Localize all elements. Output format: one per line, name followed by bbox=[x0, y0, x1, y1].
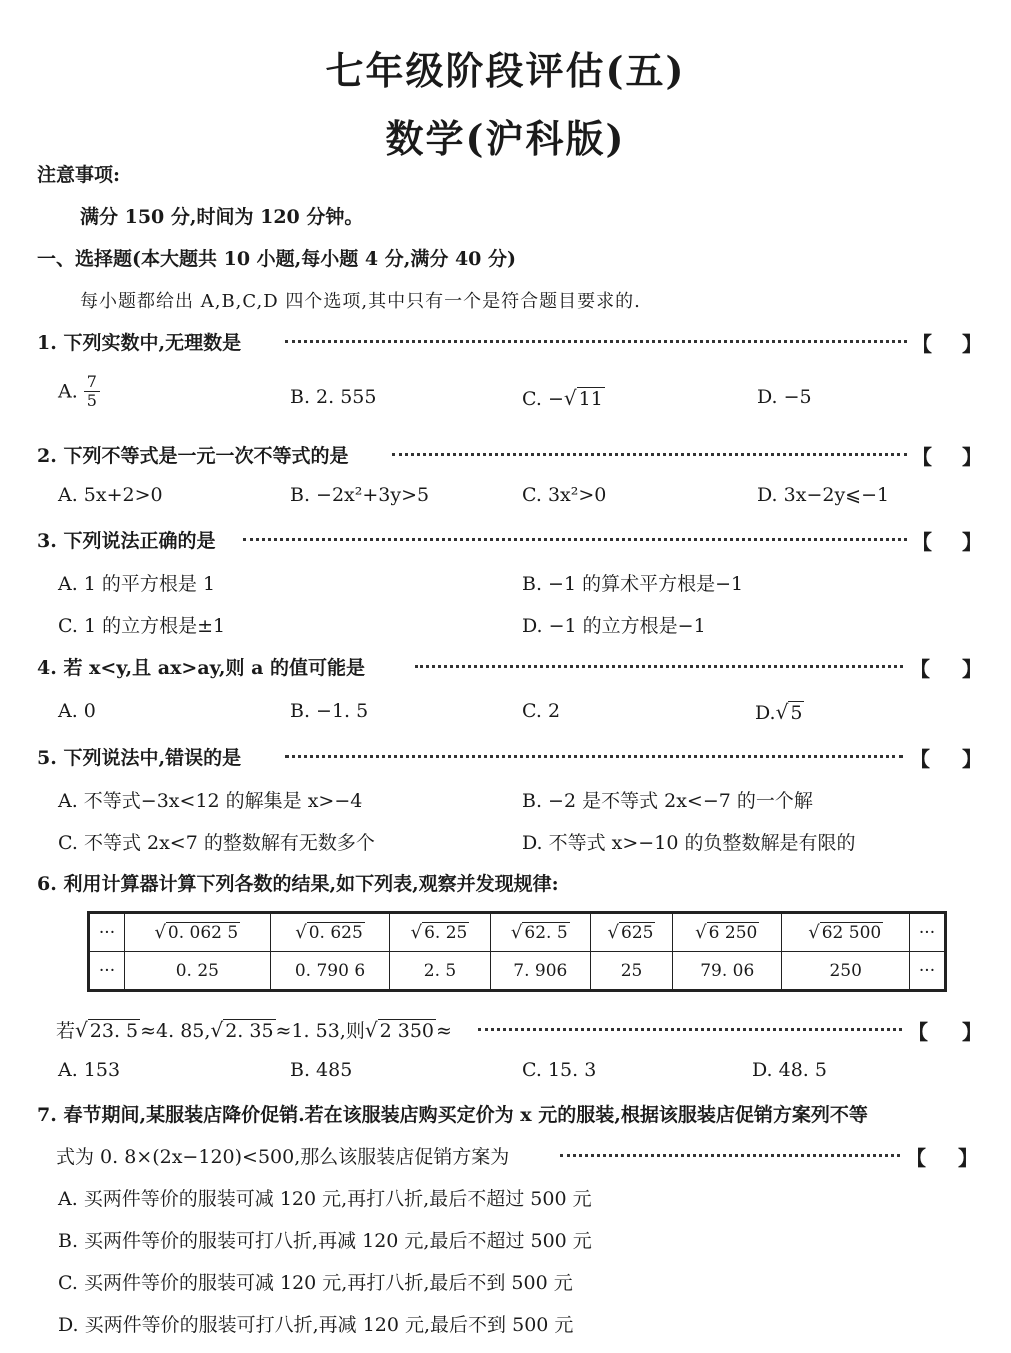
section-heading: 一、选择题(本大题共 10 小题,每小题 4 分,满分 40 分) bbox=[37, 248, 516, 270]
answer-bracket-close: 】 bbox=[962, 657, 982, 681]
question-7-option-b: B. 买两件等价的服装可打八折,再减 120 元,最后不超过 500 元 bbox=[58, 1230, 592, 1252]
table-ellipsis: ··· bbox=[910, 952, 946, 991]
answer-bracket-open: 【 bbox=[910, 657, 930, 681]
section-instruction: 每小题都给出 A,B,C,D 四个选项,其中只有一个是符合题目要求的. bbox=[80, 291, 641, 312]
question-1-option-d: D. −5 bbox=[757, 386, 812, 408]
sqrt: √ 11 bbox=[563, 386, 603, 410]
answer-bracket-close: 】 bbox=[962, 1020, 982, 1044]
question-5-stem: 5. 下列说法中,错误的是 bbox=[37, 747, 242, 769]
answer-bracket-close: 】 bbox=[962, 445, 982, 469]
answer-bracket-open: 【 bbox=[912, 332, 932, 356]
answer-bracket-close: 】 bbox=[962, 530, 982, 554]
table-cell: √ 625 bbox=[590, 913, 672, 952]
sqrt-radicand: 0. 625 bbox=[308, 923, 363, 943]
table-cell: √ 0. 625 bbox=[270, 913, 390, 952]
sqrt-radicand: 2 350 bbox=[379, 1020, 435, 1042]
question-5-option-b: B. −2 是不等式 2x<−7 的一个解 bbox=[522, 790, 813, 812]
fraction-denominator: 5 bbox=[86, 391, 97, 410]
answer-leader-dots bbox=[560, 1154, 900, 1157]
page-title: 七年级阶段评估(五) bbox=[325, 48, 686, 93]
answer-bracket-open: 【 bbox=[908, 1020, 928, 1044]
sqrt-radicand: 62. 5 bbox=[524, 923, 568, 943]
table-cell: 79. 06 bbox=[673, 952, 782, 991]
question-3-stem: 3. 下列说法正确的是 bbox=[37, 530, 216, 552]
option-a-label: A. bbox=[58, 380, 78, 403]
followup-mid1: ≈4. 85, bbox=[140, 1020, 211, 1042]
sqrt-radicand: 625 bbox=[621, 923, 654, 943]
sqrt: √ 2. 35 bbox=[210, 1018, 274, 1042]
followup-suffix: ≈ bbox=[436, 1020, 452, 1042]
question-7-option-a: A. 买两件等价的服装可减 120 元,再打八折,最后不超过 500 元 bbox=[58, 1188, 592, 1210]
table-cell: 250 bbox=[782, 952, 910, 991]
question-4-option-d bbox=[755, 700, 804, 724]
option-c-label: C. − bbox=[522, 388, 564, 410]
sqrt-radicand: 6. 25 bbox=[424, 923, 468, 943]
notes-label: 注意事项: bbox=[37, 164, 121, 186]
question-3-option-a: A. 1 的平方根是 1 bbox=[58, 573, 216, 595]
answer-bracket-close: 】 bbox=[962, 332, 982, 356]
table-row-radicals bbox=[89, 913, 946, 952]
question-5-option-a: A. 不等式−3x<12 的解集是 x>−4 bbox=[58, 790, 363, 812]
question-7-stem-line2: 式为 0. 8×(2x−120)<500,那么该服装店促销方案为 bbox=[56, 1146, 510, 1168]
fraction-numerator: 7 bbox=[84, 373, 100, 392]
table-cell: √ 62 500 bbox=[782, 913, 910, 952]
table-cell: 7. 906 bbox=[490, 952, 590, 991]
option-d-label: D. bbox=[755, 702, 776, 724]
answer-bracket-open: 【 bbox=[906, 1146, 926, 1170]
sqrt-radicand: 0. 062 5 bbox=[167, 923, 239, 943]
question-1-option-b: B. 2. 555 bbox=[290, 386, 377, 408]
sqrt: √ 2 350 bbox=[364, 1018, 435, 1042]
answer-bracket-close: 】 bbox=[958, 1146, 978, 1170]
question-4-option-b: B. −1. 5 bbox=[290, 700, 369, 722]
notes-content: 满分 150 分,时间为 120 分钟。 bbox=[80, 206, 364, 228]
table-cell: √ 6 250 bbox=[673, 913, 782, 952]
question-6-option-b: B. 485 bbox=[290, 1059, 353, 1081]
question-4-option-c: C. 2 bbox=[522, 700, 561, 722]
question-7-option-c: C. 买两件等价的服装可减 120 元,再打八折,最后不到 500 元 bbox=[58, 1272, 573, 1294]
question-2-option-c: C. 3x²>0 bbox=[522, 484, 607, 506]
question-3-option-c: C. 1 的立方根是±1 bbox=[58, 615, 226, 637]
table-ellipsis: ··· bbox=[89, 913, 125, 952]
question-5-option-d: D. 不等式 x>−10 的负整数解是有限的 bbox=[522, 832, 856, 854]
followup-mid2: ≈1. 53,则 bbox=[275, 1020, 365, 1042]
question-3-option-d: D. −1 的立方根是−1 bbox=[522, 615, 706, 637]
question-4-option-a: A. 0 bbox=[58, 700, 96, 722]
question-1-option-a bbox=[58, 373, 100, 410]
sqrt-radicand: 11 bbox=[578, 388, 603, 410]
question-6-option-a: A. 153 bbox=[58, 1059, 121, 1081]
answer-bracket-open: 【 bbox=[912, 445, 932, 469]
sqrt-radicand: 23. 5 bbox=[89, 1020, 139, 1042]
table-row-results bbox=[89, 952, 946, 991]
page-subtitle: 数学(沪科版) bbox=[385, 116, 626, 161]
sqrt-radicand: 2. 35 bbox=[225, 1020, 274, 1042]
table-cell: 0. 790 6 bbox=[270, 952, 390, 991]
answer-leader-dots bbox=[415, 665, 903, 668]
table-cell: √ 0. 062 5 bbox=[125, 913, 271, 952]
answer-leader-dots bbox=[243, 538, 907, 541]
calculator-table bbox=[87, 911, 947, 992]
sqrt: √ 23. 5 bbox=[75, 1018, 139, 1042]
question-6-stem: 6. 利用计算器计算下列各数的结果,如下列表,观察并发现规律: bbox=[37, 873, 559, 895]
question-2-option-b: B. −2x²+3y>5 bbox=[290, 484, 430, 506]
answer-leader-dots bbox=[478, 1028, 902, 1031]
answer-leader-dots bbox=[392, 453, 907, 456]
sqrt: √ 5 bbox=[775, 700, 803, 724]
question-6-option-d: D. 48. 5 bbox=[752, 1059, 827, 1081]
sqrt-radicand: 62 500 bbox=[821, 923, 882, 943]
table-cell: √ 62. 5 bbox=[490, 913, 590, 952]
table-ellipsis: ··· bbox=[89, 952, 125, 991]
table-ellipsis: ··· bbox=[910, 913, 946, 952]
question-1-option-c bbox=[522, 386, 605, 410]
followup-prefix: 若 bbox=[56, 1020, 76, 1042]
question-3-option-b: B. −1 的算术平方根是−1 bbox=[522, 573, 744, 595]
sqrt-radicand: 5 bbox=[790, 702, 803, 724]
question-6-option-c: C. 15. 3 bbox=[522, 1059, 597, 1081]
table-cell: 2. 5 bbox=[390, 952, 490, 991]
table-cell: 25 bbox=[590, 952, 672, 991]
sqrt-radicand: 6 250 bbox=[708, 923, 758, 943]
question-6-followup bbox=[56, 1016, 452, 1043]
answer-leader-dots bbox=[285, 755, 903, 758]
question-7-stem-line1: 7. 春节期间,某服装店降价促销.若在该服装店购买定价为 x 元的服装,根据该服装店促销方案列不等 bbox=[37, 1104, 868, 1126]
question-2-option-d: D. 3x−2y⩽−1 bbox=[757, 484, 890, 506]
table-cell: √ 6. 25 bbox=[390, 913, 490, 952]
question-2-stem: 2. 下列不等式是一元一次不等式的是 bbox=[37, 445, 349, 467]
table-cell: 0. 25 bbox=[125, 952, 271, 991]
answer-leader-dots bbox=[285, 340, 907, 343]
question-2-option-a: A. 5x+2>0 bbox=[58, 484, 163, 506]
answer-bracket-open: 【 bbox=[910, 747, 930, 771]
answer-bracket-close: 】 bbox=[962, 747, 982, 771]
question-5-option-c: C. 不等式 2x<7 的整数解有无数多个 bbox=[58, 832, 375, 854]
question-7-option-d: D. 买两件等价的服装可打八折,再减 120 元,最后不到 500 元 bbox=[58, 1314, 574, 1336]
question-4-stem: 4. 若 x<y,且 ax>ay,则 a 的值可能是 bbox=[37, 657, 366, 679]
fraction bbox=[84, 373, 100, 410]
question-1-stem: 1. 下列实数中,无理数是 bbox=[37, 332, 242, 354]
answer-bracket-open: 【 bbox=[912, 530, 932, 554]
